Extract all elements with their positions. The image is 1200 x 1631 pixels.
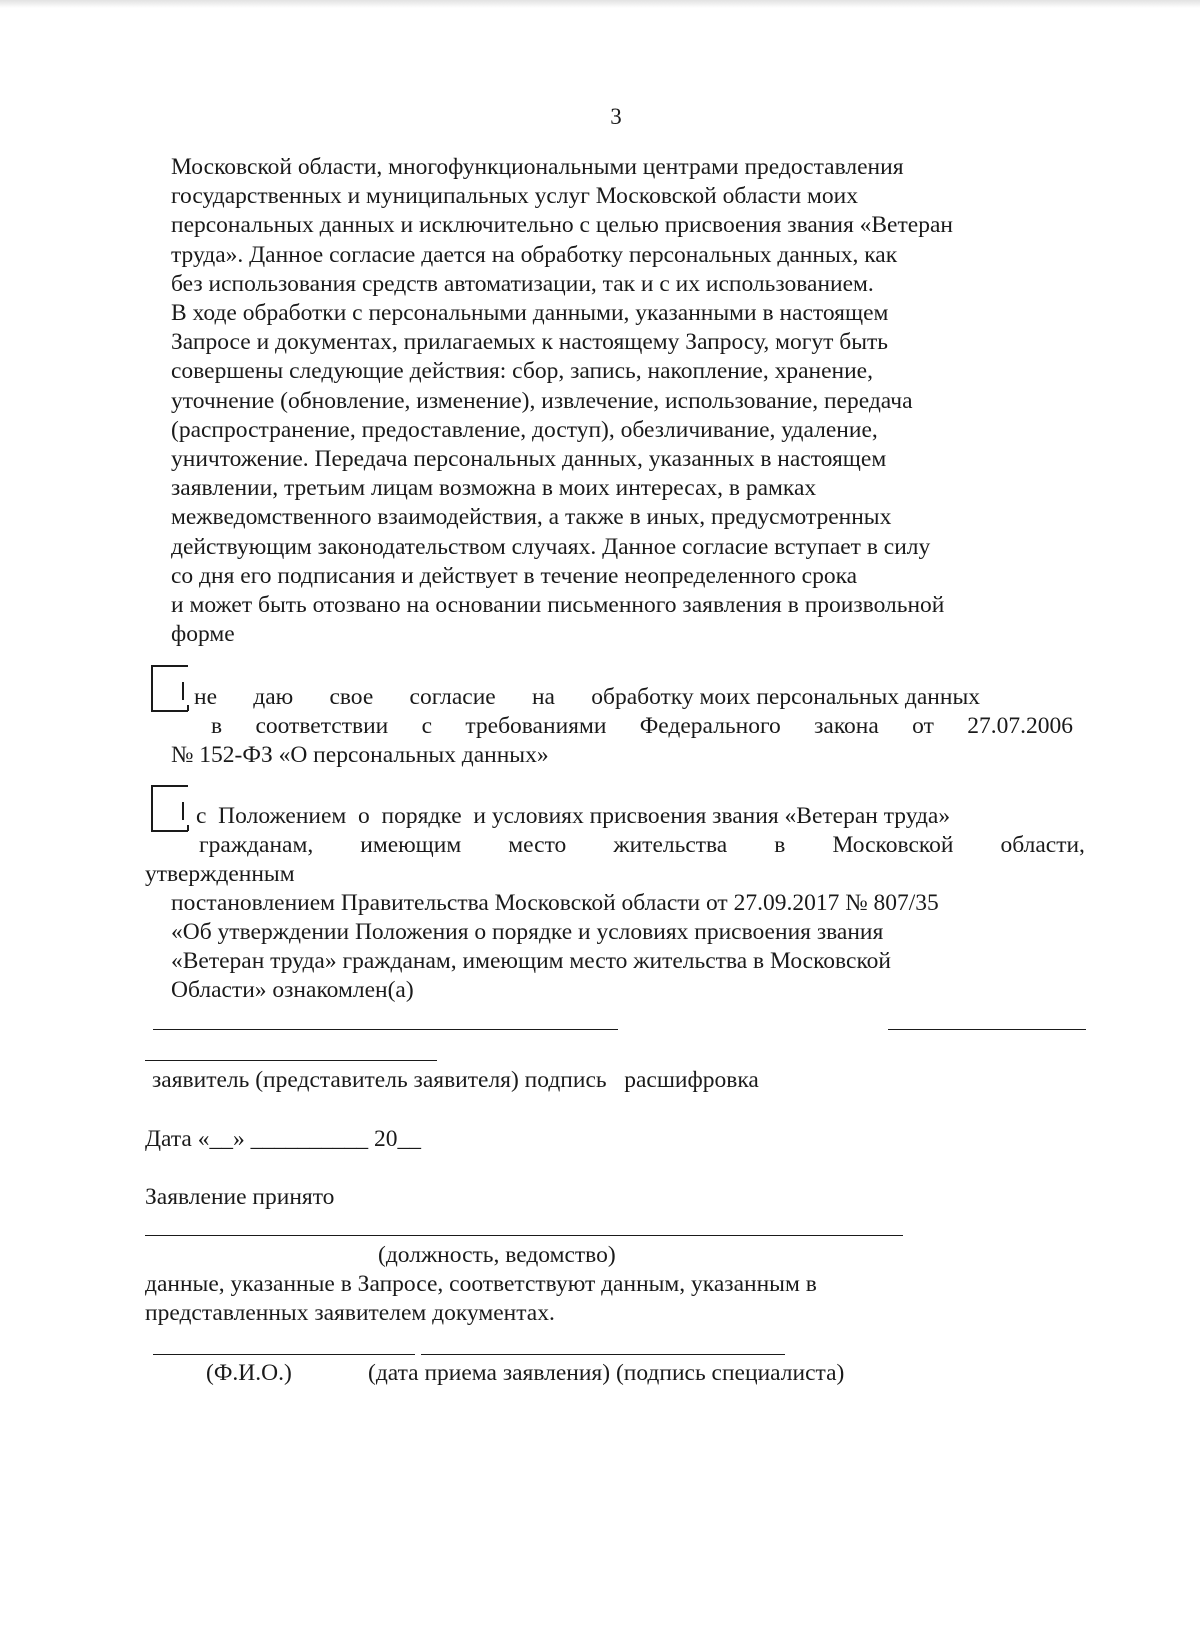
signature-line xyxy=(153,1029,618,1030)
paragraph-line: Запросе и документах, прилагаемых к настоящему Запросу, могут быть xyxy=(171,329,889,356)
date-signature-caption: (дата приема заявления) (подпись специалиста) xyxy=(368,1360,845,1386)
checkbox-frame-icon xyxy=(150,784,190,834)
paragraph-line: персональных данных и исключительно с целью присвоения звания «Ветеран xyxy=(171,212,953,239)
word: имеющим xyxy=(360,832,462,858)
signature-line xyxy=(145,1060,437,1061)
signature-line xyxy=(888,1029,1086,1030)
word: с xyxy=(421,713,432,739)
paragraph-line: уничтожение. Передача персональных данных, указанных в настоящем xyxy=(171,446,887,473)
word: области, xyxy=(1000,832,1085,858)
word: место xyxy=(508,832,567,858)
word: Федерального xyxy=(639,713,781,739)
word: соответствии xyxy=(255,713,389,739)
fio-caption: (Ф.И.О.) xyxy=(206,1360,292,1386)
word: свое xyxy=(329,684,374,710)
signature-caption: заявитель (представитель заявителя) подпись расшифровка xyxy=(152,1067,759,1093)
scan-edge xyxy=(0,0,1200,8)
date-line: Дата «__» __________ 20__ xyxy=(145,1126,421,1152)
word: даю xyxy=(253,684,294,710)
paragraph-line: труда». Данное согласие дается на обработку персональных данных, как xyxy=(171,241,898,268)
paragraph-line: уточнение (обновление, изменение), извлечение, использование, передача xyxy=(171,387,913,414)
word: жительства xyxy=(613,832,728,858)
checkbox-frame-icon xyxy=(150,664,190,714)
paragraph-line: В ходе обработки с персональными данными, указанными в настоящем xyxy=(171,300,889,327)
word: не xyxy=(194,684,218,710)
paragraph-line: межведомственного взаимодействия, а также в иных, предусмотренных xyxy=(171,504,892,531)
position-caption: (должность, ведомство) xyxy=(378,1242,616,1268)
no-consent-line-1 xyxy=(194,684,980,711)
no-consent-line-3: № 152-ФЗ «О персональных данных» xyxy=(171,742,549,768)
word: требованиями xyxy=(465,713,607,739)
word: в xyxy=(774,832,786,858)
paragraph-line: государственных и муниципальных услуг Московской области моих xyxy=(171,183,859,210)
consent-paragraph xyxy=(171,153,953,649)
word: обработку моих персональных данных xyxy=(591,684,980,710)
accepted-title: Заявление принято xyxy=(145,1184,335,1210)
paragraph-line: (распространение, предоставление, доступ), обезличивание, удаление, xyxy=(171,416,878,443)
acquainted-line-1: с Положением о порядке и условиях присвоения звания «Ветеран труда» xyxy=(196,803,951,829)
paragraph-line: без использования средств автоматизации, так и с их использованием. xyxy=(171,270,874,297)
acquainted-line-6: «Ветеран труда» гражданам, имеющим место жительства в Московской xyxy=(171,948,891,974)
paragraph-line: совершены следующие действия: сбор, запись, накопление, хранение, xyxy=(171,358,873,385)
word: на xyxy=(531,684,555,710)
verification-text-line-2: представленных заявителем документах. xyxy=(145,1300,555,1326)
paragraph-line: действующим законодательством случаях. Данное согласие вступает в силу xyxy=(171,533,931,560)
word: гражданам, xyxy=(199,832,314,858)
paragraph-line: и может быть отозвано на основании письменного заявления в произвольной xyxy=(171,592,945,619)
acquainted-line-7: Области» ознакомлен(а) xyxy=(171,977,414,1003)
paragraph-line: Московской области, многофункциональными центрами предоставления xyxy=(171,154,904,180)
position-line xyxy=(145,1235,903,1236)
no-consent-line-2 xyxy=(211,713,1073,740)
page-number: 3 xyxy=(610,104,622,129)
acquainted-line-5: «Об утверждении Положения о порядке и условиях присвоения звания xyxy=(171,919,884,945)
word: 27.07.2006 xyxy=(967,713,1073,739)
word: от xyxy=(912,713,934,739)
paragraph-line: со дня его подписания и действует в течение неопределенного срока xyxy=(171,562,858,589)
word: закона xyxy=(814,713,879,739)
acquainted-line-2 xyxy=(199,832,1085,859)
no-consent-checkbox[interactable] xyxy=(150,664,180,714)
verification-text-line-1: данные, указанные в Запросе, соответствуют данным, указанным в xyxy=(145,1271,817,1297)
word: в xyxy=(211,713,223,739)
acquainted-checkbox[interactable] xyxy=(150,784,180,834)
date-signature-line xyxy=(421,1354,785,1355)
acquainted-line-4: постановлением Правительства Московской области от 27.09.2017 № 807/35 xyxy=(171,890,939,916)
paragraph-line: заявлении, третьим лицам возможна в моих интересах, в рамках xyxy=(171,475,817,502)
acquainted-line-3: утвержденным xyxy=(145,861,295,887)
paragraph-line: форме xyxy=(171,621,235,648)
fio-line xyxy=(153,1354,415,1355)
word: согласие xyxy=(409,684,496,710)
word: Московской xyxy=(832,832,954,858)
